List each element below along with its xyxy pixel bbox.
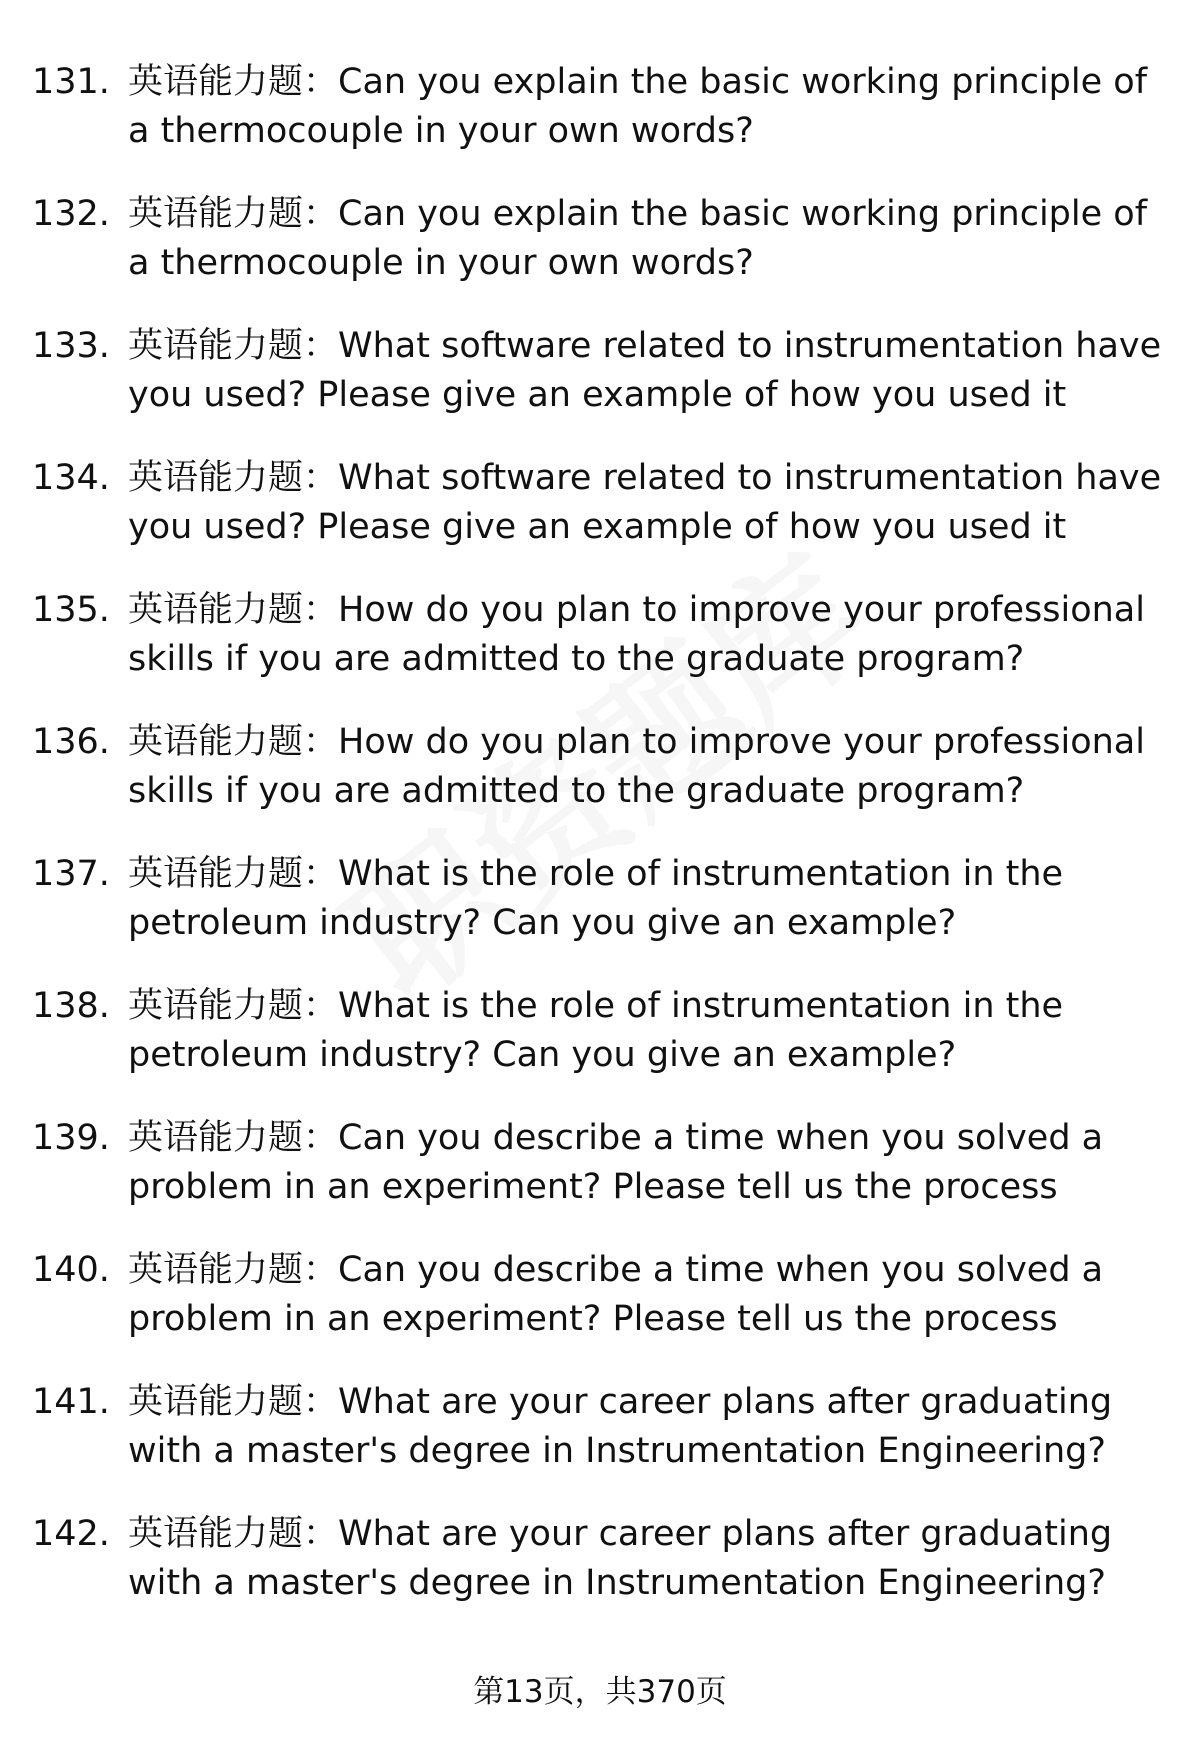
- question-body: [128, 1510, 1168, 1608]
- question-item: [0, 190, 1200, 322]
- question-body: [128, 322, 1168, 420]
- question-number: 132.: [32, 194, 110, 234]
- question-text: What are your career plans after graduating with a master's degree in Instrumentation Engineering?: [128, 1382, 1113, 1471]
- question-tag: 英语能力题：: [128, 1382, 339, 1422]
- question-number: 136.: [32, 722, 110, 762]
- question-body: [128, 1246, 1168, 1344]
- question-item: [0, 454, 1200, 586]
- question-item: [0, 850, 1200, 982]
- question-text: What are your career plans after graduating with a master's degree in Instrumentation Engineering?: [128, 1514, 1113, 1603]
- question-item: [0, 1246, 1200, 1378]
- question-text: Can you explain the basic working principle of a thermocouple in your own words?: [128, 194, 1148, 283]
- question-body: [128, 190, 1168, 288]
- question-tag: 英语能力题：: [128, 986, 339, 1026]
- question-text: What is the role of instrumentation in the petroleum industry? Can you give an example?: [128, 986, 1064, 1075]
- question-list: [0, 58, 1200, 1642]
- question-number: 131.: [32, 62, 110, 102]
- question-text: How do you plan to improve your professional skills if you are admitted to the graduate program?: [128, 722, 1145, 811]
- question-item: [0, 322, 1200, 454]
- question-text: Can you describe a time when you solved a problem in an experiment? Please tell us the process: [128, 1118, 1104, 1207]
- question-body: [128, 454, 1168, 552]
- question-item: [0, 1114, 1200, 1246]
- question-tag: 英语能力题：: [128, 458, 339, 498]
- question-item: [0, 1378, 1200, 1510]
- question-item: [0, 58, 1200, 190]
- question-tag: 英语能力题：: [128, 326, 339, 366]
- question-number: 140.: [32, 1250, 110, 1290]
- question-number: 142.: [32, 1514, 110, 1554]
- question-tag: 英语能力题：: [128, 1514, 339, 1554]
- question-text: Can you describe a time when you solved a problem in an experiment? Please tell us the process: [128, 1250, 1104, 1339]
- question-body: [128, 1114, 1168, 1212]
- question-text: What is the role of instrumentation in the petroleum industry? Can you give an example?: [128, 854, 1064, 943]
- question-number: 134.: [32, 458, 110, 498]
- question-item: [0, 982, 1200, 1114]
- question-text: What software related to instrumentation have you used? Please give an example of how you used it: [128, 458, 1162, 547]
- question-text: How do you plan to improve your professional skills if you are admitted to the graduate program?: [128, 590, 1145, 679]
- question-item: [0, 586, 1200, 718]
- question-tag: 英语能力题：: [128, 590, 339, 630]
- question-tag: 英语能力题：: [128, 1118, 339, 1158]
- question-number: 138.: [32, 986, 110, 1026]
- question-tag: 英语能力题：: [128, 854, 339, 894]
- question-number: 137.: [32, 854, 110, 894]
- question-body: [128, 58, 1168, 156]
- question-body: [128, 982, 1168, 1080]
- question-tag: 英语能力题：: [128, 1250, 339, 1290]
- question-tag: 英语能力题：: [128, 62, 339, 102]
- question-text: What software related to instrumentation have you used? Please give an example of how you used it: [128, 326, 1162, 415]
- question-item: [0, 1510, 1200, 1642]
- question-tag: 英语能力题：: [128, 194, 339, 234]
- question-number: 141.: [32, 1382, 110, 1422]
- question-number: 139.: [32, 1118, 110, 1158]
- question-text: Can you explain the basic working principle of a thermocouple in your own words?: [128, 62, 1148, 151]
- question-body: [128, 1378, 1168, 1476]
- question-item: [0, 718, 1200, 850]
- question-body: [128, 850, 1168, 948]
- question-number: 135.: [32, 590, 110, 630]
- question-body: [128, 718, 1168, 816]
- question-tag: 英语能力题：: [128, 722, 339, 762]
- page-number-footer: 第13页，共370页: [473, 1674, 727, 1710]
- question-number: 133.: [32, 326, 110, 366]
- question-body: [128, 586, 1168, 684]
